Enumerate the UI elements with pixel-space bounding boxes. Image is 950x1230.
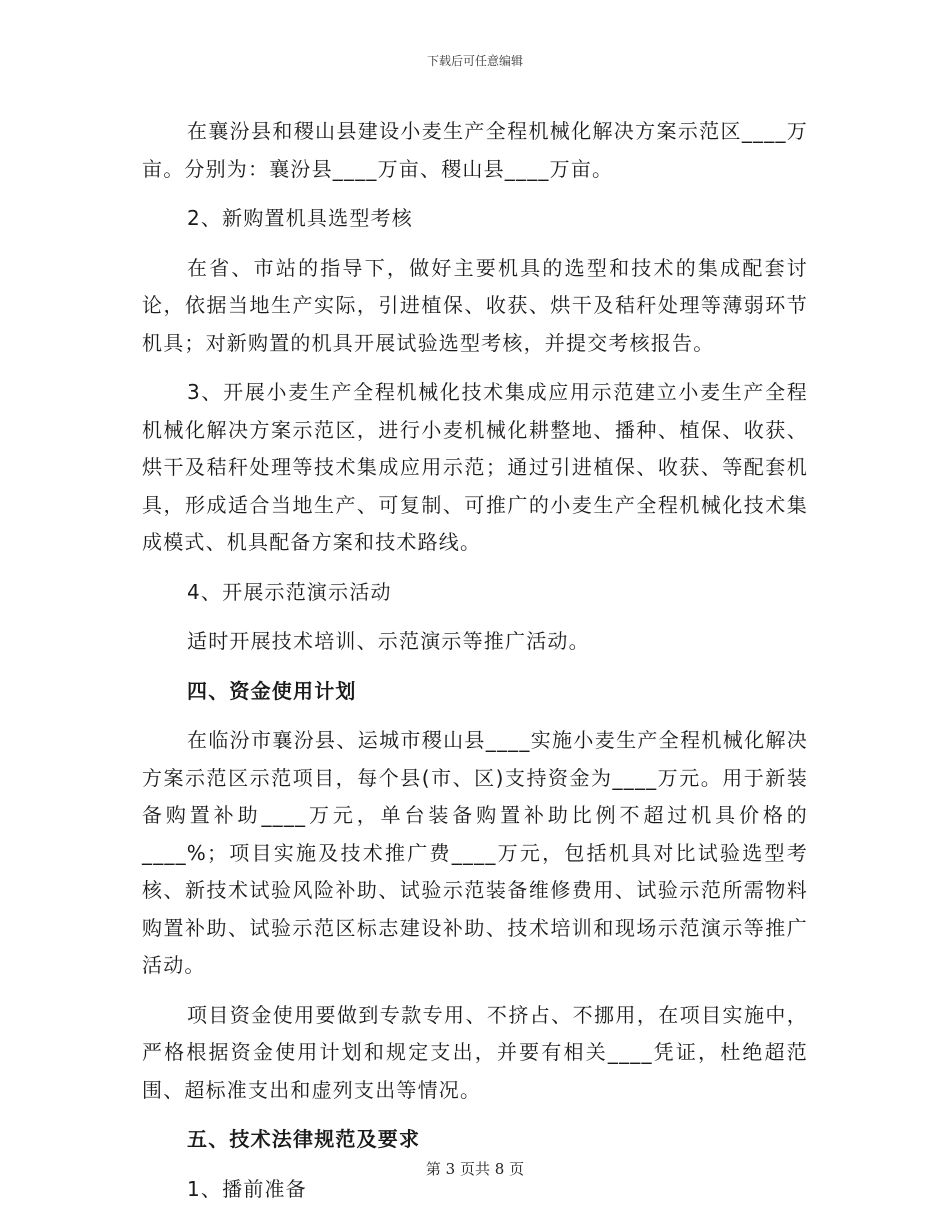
page-footer: 第 3 页共 8 页 [425,1160,525,1178]
page-header: 下载后可任意编辑 [426,54,523,68]
document-body [142,113,808,1208]
section-4-heading: 四、资金使用计划 [187,678,357,703]
paragraph-fund-usage: 项目资金使用要做到专款专用、不挤占、不挪用，在项目实施中，严格根据资金使用计划和规定支出，并要有相关____凭证，杜绝超范围、超标准支出和虚列支出等情况。 [142,1002,808,1102]
paragraph-demo-area: 在襄汾县和稷山县建设小麦生产全程机械化解决方案示范区____万亩。分别为：襄汾县____万亩、稷山县____万亩。 [142,119,808,181]
paragraph-promotion: 适时开展技术培训、示范演示等推广活动。 [187,629,590,653]
item-1-heading: 1、播前准备 [187,1176,307,1201]
item-2-heading: 2、新购置机具选型考核 [187,206,413,230]
item-4-heading: 4、开展示范演示活动 [187,579,392,604]
section-5-heading: 五、技术法律规范及要求 [187,1127,421,1151]
paragraph-machine-selection: 在省、市站的指导下，做好主要机具的选型和技术的集成配套讨论，依据当地生产实际，引进植保、收获、烘干及秸秆处理等薄弱环节机具；对新购置的机具开展试验选型考核，并提交考核报告。 [142,255,808,355]
paragraph-integrated-demo: 3、开展小麦生产全程机械化技术集成应用示范建立小麦生产全程机械化解决方案示范区，进行小麦机械化耕整地、播种、植保、收获、烘干及秸秆处理等技术集成应用示范；通过引进植保、收获、等配套机具，形成适合当地生产、可复制、可推广的小麦生产全程机械化技术集成模式、机具配备方案和技术路线。 [142,380,808,554]
paragraph-fund-plan: 在临汾市襄汾县、运城市稷山县____实施小麦生产全程机械化解决方案示范区示范项目，每个县(市、区)支持资金为____万元。用于新装备购置补助____万元，单台装备购置补助比例不超过机具价格的____%；项目实施及技术推广费____万元，包括机具对比试验选型考核、新技术试验风险补助、试验示范装备维修费用、试验示范所需物料购置补助、试验示范区标志建设补助、技术培训和现场示范演示等推广活动。 [142,728,808,977]
